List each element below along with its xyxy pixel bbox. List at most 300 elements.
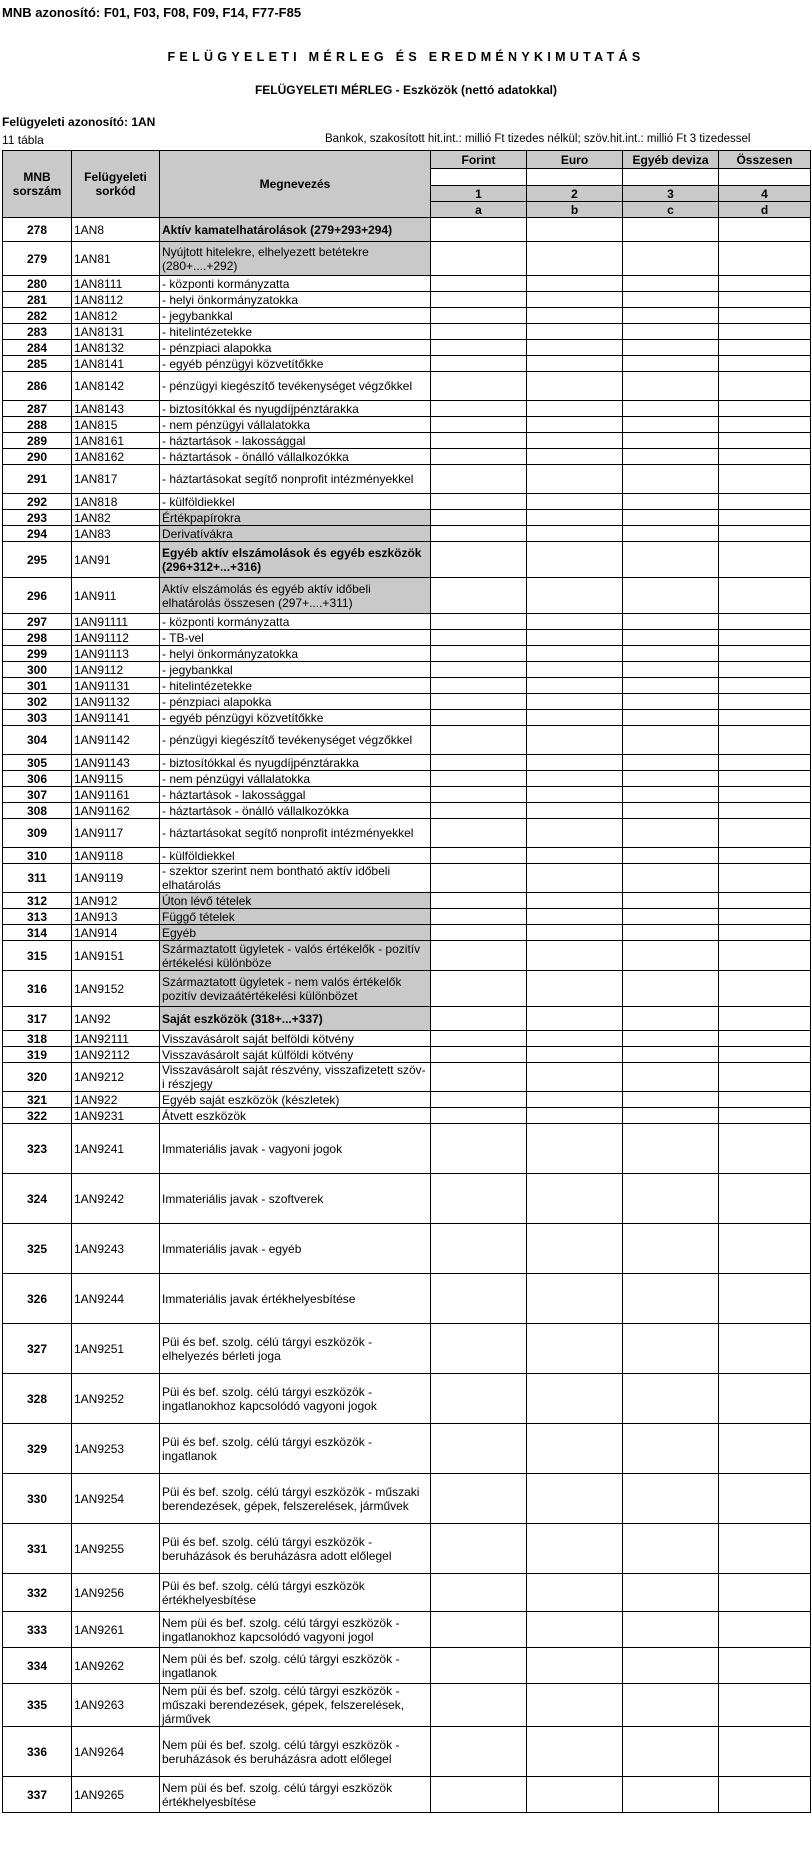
value-cell-forint[interactable] (431, 755, 527, 771)
value-cell-euro[interactable] (527, 726, 623, 755)
value-cell-egyeb[interactable] (623, 864, 719, 893)
value-cell-forint[interactable] (431, 417, 527, 433)
value-cell-egyeb[interactable] (623, 787, 719, 803)
value-cell-egyeb[interactable] (623, 630, 719, 646)
value-cell-egyeb[interactable] (623, 1174, 719, 1224)
value-cell-egyeb[interactable] (623, 893, 719, 909)
value-cell-osszesen[interactable] (719, 771, 811, 787)
value-cell-forint[interactable] (431, 494, 527, 510)
value-cell-egyeb[interactable] (623, 925, 719, 941)
row-name: Püi és bef. szolg. célú tárgyi eszközök - ingatlanokhoz kapcsolódó vagyoni jogok (160, 1374, 431, 1424)
value-cell-euro[interactable] (527, 510, 623, 526)
table-row (3, 1648, 811, 1684)
value-cell-egyeb[interactable] (623, 542, 719, 578)
row-code: 1AN9243 (72, 1224, 160, 1274)
table-row (3, 1374, 811, 1424)
value-cell-forint[interactable] (431, 1612, 527, 1648)
value-cell-osszesen[interactable] (719, 1108, 811, 1124)
value-cell-egyeb[interactable] (623, 848, 719, 864)
value-cell-osszesen[interactable] (719, 1684, 811, 1727)
value-cell-osszesen[interactable] (719, 510, 811, 526)
row-code: 1AN9261 (72, 1612, 160, 1648)
value-cell-forint[interactable] (431, 356, 527, 372)
value-cell-egyeb[interactable] (623, 510, 719, 526)
row-name: Nem püi és bef. szolg. célú tárgyi eszközök értékhelyesbítése (160, 1777, 431, 1813)
value-cell-osszesen[interactable] (719, 1124, 811, 1174)
value-cell-osszesen[interactable] (719, 1063, 811, 1092)
value-cell-osszesen[interactable] (719, 1524, 811, 1574)
row-number: 301 (3, 678, 72, 694)
value-cell-forint[interactable] (431, 1524, 527, 1574)
value-cell-euro[interactable] (527, 276, 623, 292)
value-cell-forint[interactable] (431, 848, 527, 864)
value-cell-egyeb[interactable] (623, 1092, 719, 1108)
value-cell-forint[interactable] (431, 218, 527, 242)
value-cell-egyeb[interactable] (623, 1727, 719, 1777)
value-cell-forint[interactable] (431, 1007, 527, 1031)
value-cell-egyeb[interactable] (623, 1612, 719, 1648)
value-cell-egyeb[interactable] (623, 1063, 719, 1092)
row-number: 333 (3, 1612, 72, 1648)
table-row (3, 1031, 811, 1047)
value-cell-osszesen[interactable] (719, 1424, 811, 1474)
value-cell-euro[interactable] (527, 694, 623, 710)
value-cell-egyeb[interactable] (623, 324, 719, 340)
value-cell-osszesen[interactable] (719, 893, 811, 909)
value-cell-osszesen[interactable] (719, 1574, 811, 1612)
value-cell-euro[interactable] (527, 494, 623, 510)
value-cell-forint[interactable] (431, 449, 527, 465)
row-code: 1AN9256 (72, 1574, 160, 1612)
row-code: 1AN9241 (72, 1124, 160, 1174)
value-cell-forint[interactable] (431, 1424, 527, 1474)
row-name: - külföldiekkel (160, 494, 431, 510)
value-cell-osszesen[interactable] (719, 662, 811, 678)
row-name: - központi kormányzatta (160, 276, 431, 292)
value-cell-forint[interactable] (431, 803, 527, 819)
value-cell-osszesen[interactable] (719, 372, 811, 401)
row-number: 310 (3, 848, 72, 864)
value-cell-forint[interactable] (431, 646, 527, 662)
row-number: 315 (3, 941, 72, 971)
row-number: 285 (3, 356, 72, 372)
value-cell-egyeb[interactable] (623, 1047, 719, 1063)
value-cell-egyeb[interactable] (623, 449, 719, 465)
value-cell-forint[interactable] (431, 1324, 527, 1374)
value-cell-osszesen[interactable] (719, 242, 811, 276)
value-cell-egyeb[interactable] (623, 578, 719, 614)
value-cell-osszesen[interactable] (719, 526, 811, 542)
value-cell-forint[interactable] (431, 662, 527, 678)
value-cell-euro[interactable] (527, 1612, 623, 1648)
value-cell-egyeb[interactable] (623, 465, 719, 494)
value-cell-osszesen[interactable] (719, 433, 811, 449)
row-number: 292 (3, 494, 72, 510)
table-row (3, 941, 811, 971)
value-cell-egyeb[interactable] (623, 308, 719, 324)
value-cell-forint[interactable] (431, 1224, 527, 1274)
value-cell-forint[interactable] (431, 324, 527, 340)
value-cell-osszesen[interactable] (719, 710, 811, 726)
value-cell-euro[interactable] (527, 1031, 623, 1047)
value-cell-egyeb[interactable] (623, 726, 719, 755)
value-cell-osszesen[interactable] (719, 324, 811, 340)
row-number: 331 (3, 1524, 72, 1574)
row-code: 1AN82 (72, 510, 160, 526)
value-cell-forint[interactable] (431, 630, 527, 646)
value-cell-egyeb[interactable] (623, 819, 719, 848)
value-cell-euro[interactable] (527, 787, 623, 803)
value-cell-osszesen[interactable] (719, 494, 811, 510)
table-row (3, 1612, 811, 1648)
value-cell-osszesen[interactable] (719, 803, 811, 819)
value-cell-euro[interactable] (527, 356, 623, 372)
value-cell-egyeb[interactable] (623, 678, 719, 694)
value-cell-forint[interactable] (431, 771, 527, 787)
value-cell-forint[interactable] (431, 1047, 527, 1063)
value-cell-euro[interactable] (527, 417, 623, 433)
value-cell-forint[interactable] (431, 292, 527, 308)
value-cell-forint[interactable] (431, 1092, 527, 1108)
value-cell-euro[interactable] (527, 1374, 623, 1424)
value-cell-euro[interactable] (527, 1648, 623, 1684)
table-row (3, 433, 811, 449)
value-cell-osszesen[interactable] (719, 1174, 811, 1224)
value-cell-egyeb[interactable] (623, 417, 719, 433)
value-cell-euro[interactable] (527, 526, 623, 542)
value-cell-osszesen[interactable] (719, 1031, 811, 1047)
value-cell-osszesen[interactable] (719, 1474, 811, 1524)
value-cell-forint[interactable] (431, 1174, 527, 1224)
value-cell-euro[interactable] (527, 1092, 623, 1108)
value-cell-egyeb[interactable] (623, 218, 719, 242)
value-cell-egyeb[interactable] (623, 242, 719, 276)
value-cell-forint[interactable] (431, 1063, 527, 1092)
value-cell-euro[interactable] (527, 893, 623, 909)
value-cell-forint[interactable] (431, 372, 527, 401)
value-cell-egyeb[interactable] (623, 1224, 719, 1274)
value-cell-osszesen[interactable] (719, 787, 811, 803)
value-cell-egyeb[interactable] (623, 1424, 719, 1474)
value-cell-egyeb[interactable] (623, 1124, 719, 1174)
value-cell-euro[interactable] (527, 308, 623, 324)
table-row (3, 710, 811, 726)
value-cell-egyeb[interactable] (623, 372, 719, 401)
value-cell-euro[interactable] (527, 755, 623, 771)
value-cell-euro[interactable] (527, 542, 623, 578)
value-cell-egyeb[interactable] (623, 494, 719, 510)
value-cell-forint[interactable] (431, 893, 527, 909)
value-cell-euro[interactable] (527, 848, 623, 864)
table-row (3, 494, 811, 510)
value-cell-euro[interactable] (527, 909, 623, 925)
value-cell-euro[interactable] (527, 971, 623, 1007)
table-row (3, 771, 811, 787)
value-cell-euro[interactable] (527, 1574, 623, 1612)
value-cell-egyeb[interactable] (623, 909, 719, 925)
value-cell-egyeb[interactable] (623, 356, 719, 372)
value-cell-euro[interactable] (527, 218, 623, 242)
value-cell-forint[interactable] (431, 1374, 527, 1424)
value-cell-euro[interactable] (527, 578, 623, 614)
value-cell-forint[interactable] (431, 1474, 527, 1524)
value-cell-forint[interactable] (431, 1777, 527, 1813)
value-cell-euro[interactable] (527, 292, 623, 308)
value-cell-osszesen[interactable] (719, 1648, 811, 1684)
value-cell-osszesen[interactable] (719, 694, 811, 710)
value-cell-egyeb[interactable] (623, 276, 719, 292)
row-number: 328 (3, 1374, 72, 1424)
value-cell-forint[interactable] (431, 694, 527, 710)
value-cell-euro[interactable] (527, 1727, 623, 1777)
value-cell-euro[interactable] (527, 1274, 623, 1324)
value-cell-forint[interactable] (431, 1108, 527, 1124)
value-cell-egyeb[interactable] (623, 1684, 719, 1727)
value-cell-forint[interactable] (431, 971, 527, 1007)
table-row (3, 324, 811, 340)
row-code: 1AN8 (72, 218, 160, 242)
value-cell-forint[interactable] (431, 578, 527, 614)
value-cell-egyeb[interactable] (623, 1474, 719, 1524)
value-cell-osszesen[interactable] (719, 819, 811, 848)
value-cell-egyeb[interactable] (623, 803, 719, 819)
value-cell-osszesen[interactable] (719, 941, 811, 971)
value-cell-forint[interactable] (431, 1031, 527, 1047)
value-cell-osszesen[interactable] (719, 417, 811, 433)
value-cell-osszesen[interactable] (719, 401, 811, 417)
value-cell-forint[interactable] (431, 864, 527, 893)
row-code: 1AN8112 (72, 292, 160, 308)
value-cell-osszesen[interactable] (719, 1324, 811, 1374)
value-cell-forint[interactable] (431, 1124, 527, 1174)
value-cell-egyeb[interactable] (623, 1648, 719, 1684)
value-cell-euro[interactable] (527, 1047, 623, 1063)
row-number: 326 (3, 1274, 72, 1324)
table-row (3, 1274, 811, 1324)
value-cell-egyeb[interactable] (623, 710, 719, 726)
value-cell-forint[interactable] (431, 542, 527, 578)
row-code: 1AN9253 (72, 1424, 160, 1474)
row-code: 1AN9118 (72, 848, 160, 864)
row-number: 327 (3, 1324, 72, 1374)
value-cell-euro[interactable] (527, 242, 623, 276)
table-row (3, 726, 811, 755)
value-cell-forint[interactable] (431, 925, 527, 941)
value-cell-forint[interactable] (431, 1684, 527, 1727)
value-cell-forint[interactable] (431, 819, 527, 848)
value-cell-euro[interactable] (527, 1174, 623, 1224)
col-letter-d: d (719, 202, 811, 218)
value-cell-egyeb[interactable] (623, 292, 719, 308)
value-cell-osszesen[interactable] (719, 848, 811, 864)
value-cell-osszesen[interactable] (719, 1007, 811, 1031)
value-cell-osszesen[interactable] (719, 971, 811, 1007)
table-row (3, 465, 811, 494)
value-cell-osszesen[interactable] (719, 925, 811, 941)
table-row (3, 449, 811, 465)
value-cell-egyeb[interactable] (623, 646, 719, 662)
value-cell-osszesen[interactable] (719, 1612, 811, 1648)
value-cell-euro[interactable] (527, 819, 623, 848)
value-cell-forint[interactable] (431, 340, 527, 356)
value-cell-egyeb[interactable] (623, 1108, 719, 1124)
value-cell-euro[interactable] (527, 1524, 623, 1574)
value-cell-egyeb[interactable] (623, 1274, 719, 1324)
value-cell-egyeb[interactable] (623, 1031, 719, 1047)
value-cell-forint[interactable] (431, 710, 527, 726)
value-cell-euro[interactable] (527, 925, 623, 941)
value-cell-forint[interactable] (431, 787, 527, 803)
value-cell-egyeb[interactable] (623, 662, 719, 678)
value-cell-forint[interactable] (431, 1727, 527, 1777)
value-cell-osszesen[interactable] (719, 726, 811, 755)
value-cell-egyeb[interactable] (623, 755, 719, 771)
value-cell-euro[interactable] (527, 614, 623, 630)
value-cell-osszesen[interactable] (719, 1047, 811, 1063)
row-code: 1AN9255 (72, 1524, 160, 1574)
value-cell-forint[interactable] (431, 1274, 527, 1324)
value-cell-osszesen[interactable] (719, 1374, 811, 1424)
value-cell-osszesen[interactable] (719, 1274, 811, 1324)
value-cell-osszesen[interactable] (719, 340, 811, 356)
value-cell-euro[interactable] (527, 1777, 623, 1813)
value-cell-forint[interactable] (431, 1648, 527, 1684)
value-cell-osszesen[interactable] (719, 449, 811, 465)
value-cell-euro[interactable] (527, 864, 623, 893)
value-cell-egyeb[interactable] (623, 1777, 719, 1813)
value-cell-euro[interactable] (527, 1124, 623, 1174)
value-cell-egyeb[interactable] (623, 526, 719, 542)
value-cell-euro[interactable] (527, 1108, 623, 1124)
value-cell-forint[interactable] (431, 433, 527, 449)
value-cell-egyeb[interactable] (623, 941, 719, 971)
value-cell-euro[interactable] (527, 340, 623, 356)
value-cell-euro[interactable] (527, 771, 623, 787)
value-cell-osszesen[interactable] (719, 909, 811, 925)
value-cell-egyeb[interactable] (623, 1374, 719, 1424)
row-name: - háztartások - lakossággal (160, 433, 431, 449)
value-cell-forint[interactable] (431, 510, 527, 526)
value-cell-euro[interactable] (527, 1063, 623, 1092)
value-cell-osszesen[interactable] (719, 218, 811, 242)
row-number: 329 (3, 1424, 72, 1474)
value-cell-egyeb[interactable] (623, 694, 719, 710)
value-cell-euro[interactable] (527, 646, 623, 662)
value-cell-egyeb[interactable] (623, 1007, 719, 1031)
value-cell-forint[interactable] (431, 941, 527, 971)
value-cell-euro[interactable] (527, 1474, 623, 1524)
value-cell-euro[interactable] (527, 324, 623, 340)
value-cell-osszesen[interactable] (719, 614, 811, 630)
value-cell-osszesen[interactable] (719, 630, 811, 646)
value-cell-osszesen[interactable] (719, 578, 811, 614)
value-cell-egyeb[interactable] (623, 340, 719, 356)
value-cell-euro[interactable] (527, 465, 623, 494)
table-number: 11 tábla (2, 133, 44, 147)
table-row (3, 646, 811, 662)
row-code: 1AN8111 (72, 276, 160, 292)
value-cell-euro[interactable] (527, 710, 623, 726)
row-code: 1AN817 (72, 465, 160, 494)
value-cell-egyeb[interactable] (623, 1324, 719, 1374)
value-cell-euro[interactable] (527, 678, 623, 694)
value-cell-euro[interactable] (527, 1224, 623, 1274)
value-cell-osszesen[interactable] (719, 1224, 811, 1274)
value-cell-egyeb[interactable] (623, 1524, 719, 1574)
value-cell-osszesen[interactable] (719, 465, 811, 494)
value-cell-egyeb[interactable] (623, 1574, 719, 1612)
value-cell-osszesen[interactable] (719, 308, 811, 324)
value-cell-forint[interactable] (431, 465, 527, 494)
row-name: - biztosítókkal és nyugdíjpénztárakka (160, 755, 431, 771)
value-cell-forint[interactable] (431, 726, 527, 755)
value-cell-osszesen[interactable] (719, 542, 811, 578)
value-cell-forint[interactable] (431, 1574, 527, 1612)
value-cell-euro[interactable] (527, 803, 623, 819)
value-cell-egyeb[interactable] (623, 433, 719, 449)
value-cell-osszesen[interactable] (719, 1727, 811, 1777)
table-row (3, 1124, 811, 1174)
row-name: Egyéb saját eszközök (készletek) (160, 1092, 431, 1108)
value-cell-osszesen[interactable] (719, 1092, 811, 1108)
value-cell-euro[interactable] (527, 1424, 623, 1474)
value-cell-euro[interactable] (527, 401, 623, 417)
value-cell-osszesen[interactable] (719, 646, 811, 662)
value-cell-osszesen[interactable] (719, 356, 811, 372)
row-number: 311 (3, 864, 72, 893)
value-cell-osszesen[interactable] (719, 276, 811, 292)
value-cell-egyeb[interactable] (623, 401, 719, 417)
table-row (3, 242, 811, 276)
value-cell-egyeb[interactable] (623, 614, 719, 630)
value-cell-forint[interactable] (431, 614, 527, 630)
table-row (3, 909, 811, 925)
value-cell-osszesen[interactable] (719, 864, 811, 893)
value-cell-euro[interactable] (527, 941, 623, 971)
value-cell-osszesen[interactable] (719, 755, 811, 771)
row-number: 303 (3, 710, 72, 726)
value-cell-euro[interactable] (527, 449, 623, 465)
value-cell-forint[interactable] (431, 242, 527, 276)
row-code: 1AN91143 (72, 755, 160, 771)
row-number: 332 (3, 1574, 72, 1612)
row-name: Nem püi és bef. szolg. célú tárgyi eszközök - műszaki berendezések, gépek, felszerelések, járművek (160, 1684, 431, 1727)
row-code: 1AN911 (72, 578, 160, 614)
value-cell-forint[interactable] (431, 308, 527, 324)
value-cell-forint[interactable] (431, 276, 527, 292)
value-cell-euro[interactable] (527, 630, 623, 646)
value-cell-euro[interactable] (527, 1684, 623, 1727)
row-code: 1AN92112 (72, 1047, 160, 1063)
value-cell-forint[interactable] (431, 678, 527, 694)
value-cell-forint[interactable] (431, 526, 527, 542)
table-row (3, 1777, 811, 1813)
col-number-1: 1 (431, 186, 527, 202)
value-cell-egyeb[interactable] (623, 771, 719, 787)
row-name: - biztosítókkal és nyugdíjpénztárakka (160, 401, 431, 417)
value-cell-euro[interactable] (527, 662, 623, 678)
value-cell-osszesen[interactable] (719, 1777, 811, 1813)
value-cell-osszesen[interactable] (719, 292, 811, 308)
value-cell-euro[interactable] (527, 1007, 623, 1031)
value-cell-euro[interactable] (527, 372, 623, 401)
value-cell-egyeb[interactable] (623, 971, 719, 1007)
value-cell-euro[interactable] (527, 1324, 623, 1374)
value-cell-forint[interactable] (431, 401, 527, 417)
value-cell-euro[interactable] (527, 433, 623, 449)
value-cell-forint[interactable] (431, 909, 527, 925)
value-cell-osszesen[interactable] (719, 678, 811, 694)
